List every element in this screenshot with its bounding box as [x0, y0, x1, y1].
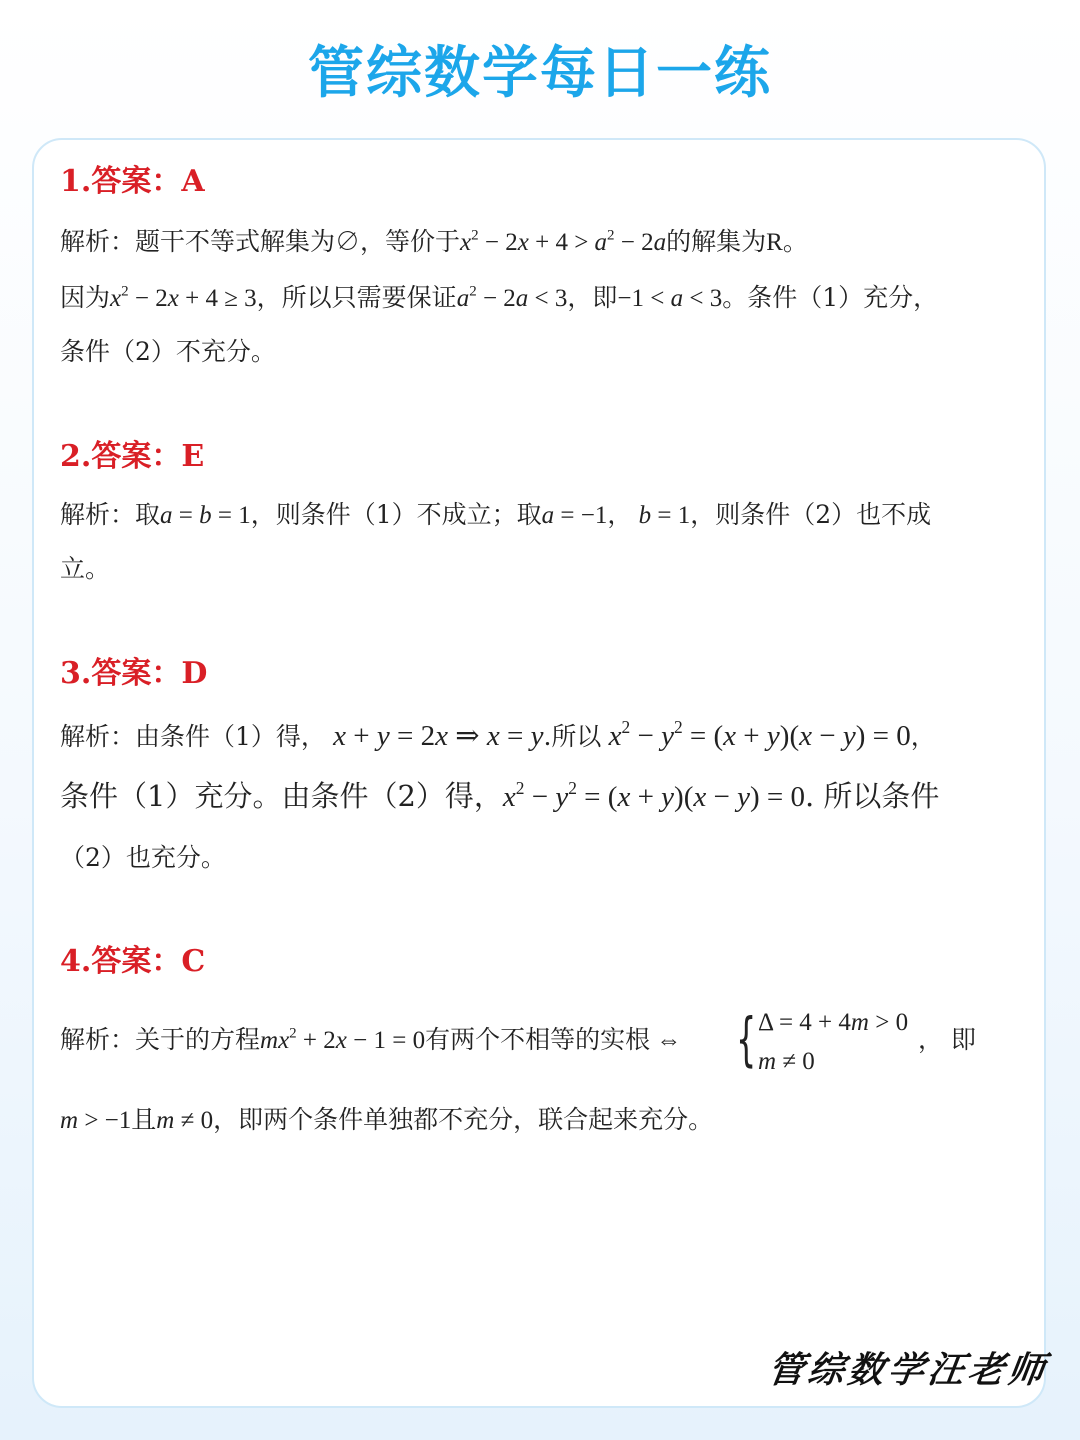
q2-text: ，则条件（2）也不成: [690, 500, 932, 529]
q4-text: 解析：关于的方程: [60, 1025, 261, 1054]
q1-text: ，即: [567, 283, 618, 312]
q2-math: a = −1: [541, 502, 608, 529]
q1-math: $x^2 - 2x + 4 > a^2 - 2a$: [460, 227, 667, 256]
q1-text: 。条件（1）充分，: [722, 283, 939, 312]
q1-text: 。: [782, 227, 808, 256]
q3-line-3: （2）也充分。: [60, 843, 226, 872]
q4-heading: 4.答案：C: [60, 944, 206, 979]
q3-text: 解析：由条件（1）得，: [60, 722, 326, 751]
q3-math: $x^2 - y^2 = (x + y)(x - y) = 0$: [608, 716, 911, 752]
q4-line-2: [60, 1102, 713, 1139]
q4-text: 有两个不相等的实根: [425, 1025, 651, 1054]
q1-math: −1 < a < 3: [617, 285, 723, 312]
q1-line-2: [60, 280, 938, 317]
q4-text: ，即两个条件单独都不充分，联合起来充分。: [213, 1105, 714, 1134]
q4-text: ， 即: [918, 1025, 976, 1054]
q3-text: ，: [910, 722, 936, 751]
q3-text: 条件（1）充分。由条件（2）得，: [60, 779, 503, 813]
q4-math: m ≠ 0: [156, 1107, 214, 1134]
q3-line-2: [60, 778, 939, 815]
q2-text: ，则条件（1）不成立；取: [250, 500, 542, 529]
q3-math: $x^2 - y^2 = (x + y)(x - y) = 0$: [502, 777, 805, 813]
q4-math: ⇔: [650, 1027, 682, 1054]
q1-heading: 1.答案：A: [60, 164, 205, 199]
q2-line-1: [60, 497, 931, 534]
author-signature: 管综数学汪老师: [765, 1349, 1051, 1391]
q3-text: .所以: [543, 722, 602, 751]
q1-text: 因为: [60, 283, 111, 312]
q1-text: ，所以只需要保证: [256, 283, 457, 312]
q4-line-1: [60, 1022, 681, 1059]
q3-math: x + y = 2x ⇒ x = y: [333, 720, 544, 752]
q4-math: $mx^2 + 2x - 1 = 0$: [260, 1025, 426, 1054]
system-row-1: Δ = 4 + 4m > 0: [758, 1009, 909, 1036]
q1-math: R: [766, 229, 783, 256]
q1-line-3: 条件（2）不充分。: [60, 337, 276, 366]
q1-math: $a^2 - 2a < 3$: [456, 283, 568, 312]
page-title: 管综数学每日一练: [308, 41, 772, 106]
q2-heading: 2.答案：E: [60, 439, 205, 474]
q3-line-1: [60, 718, 936, 755]
q4-text: 且: [131, 1105, 157, 1134]
q1-text: 的解集为: [666, 227, 767, 256]
q1-line-1: [60, 224, 808, 261]
answer-card: [32, 138, 1051, 1408]
q3-heading: 3.答案：D: [60, 656, 208, 691]
q2-line-2: 立。: [60, 554, 111, 583]
equation-system: [736, 1005, 936, 1080]
system-row-2: m ≠ 0: [758, 1048, 815, 1075]
q4-math: m > −1: [60, 1107, 132, 1134]
brace-icon: {: [736, 1005, 757, 1073]
q3-text: . 所以条件: [805, 779, 940, 813]
q2-math: b = 1: [638, 502, 691, 529]
q2-text: 解析：取: [60, 500, 161, 529]
q1-math: $x^2 - 2x + 4 \ge 3$: [110, 283, 257, 312]
q1-text: 解析：题干不等式解集为∅，等价于: [60, 227, 461, 256]
q2-math: a = b = 1: [160, 502, 251, 529]
q2-text: ，: [607, 500, 633, 529]
